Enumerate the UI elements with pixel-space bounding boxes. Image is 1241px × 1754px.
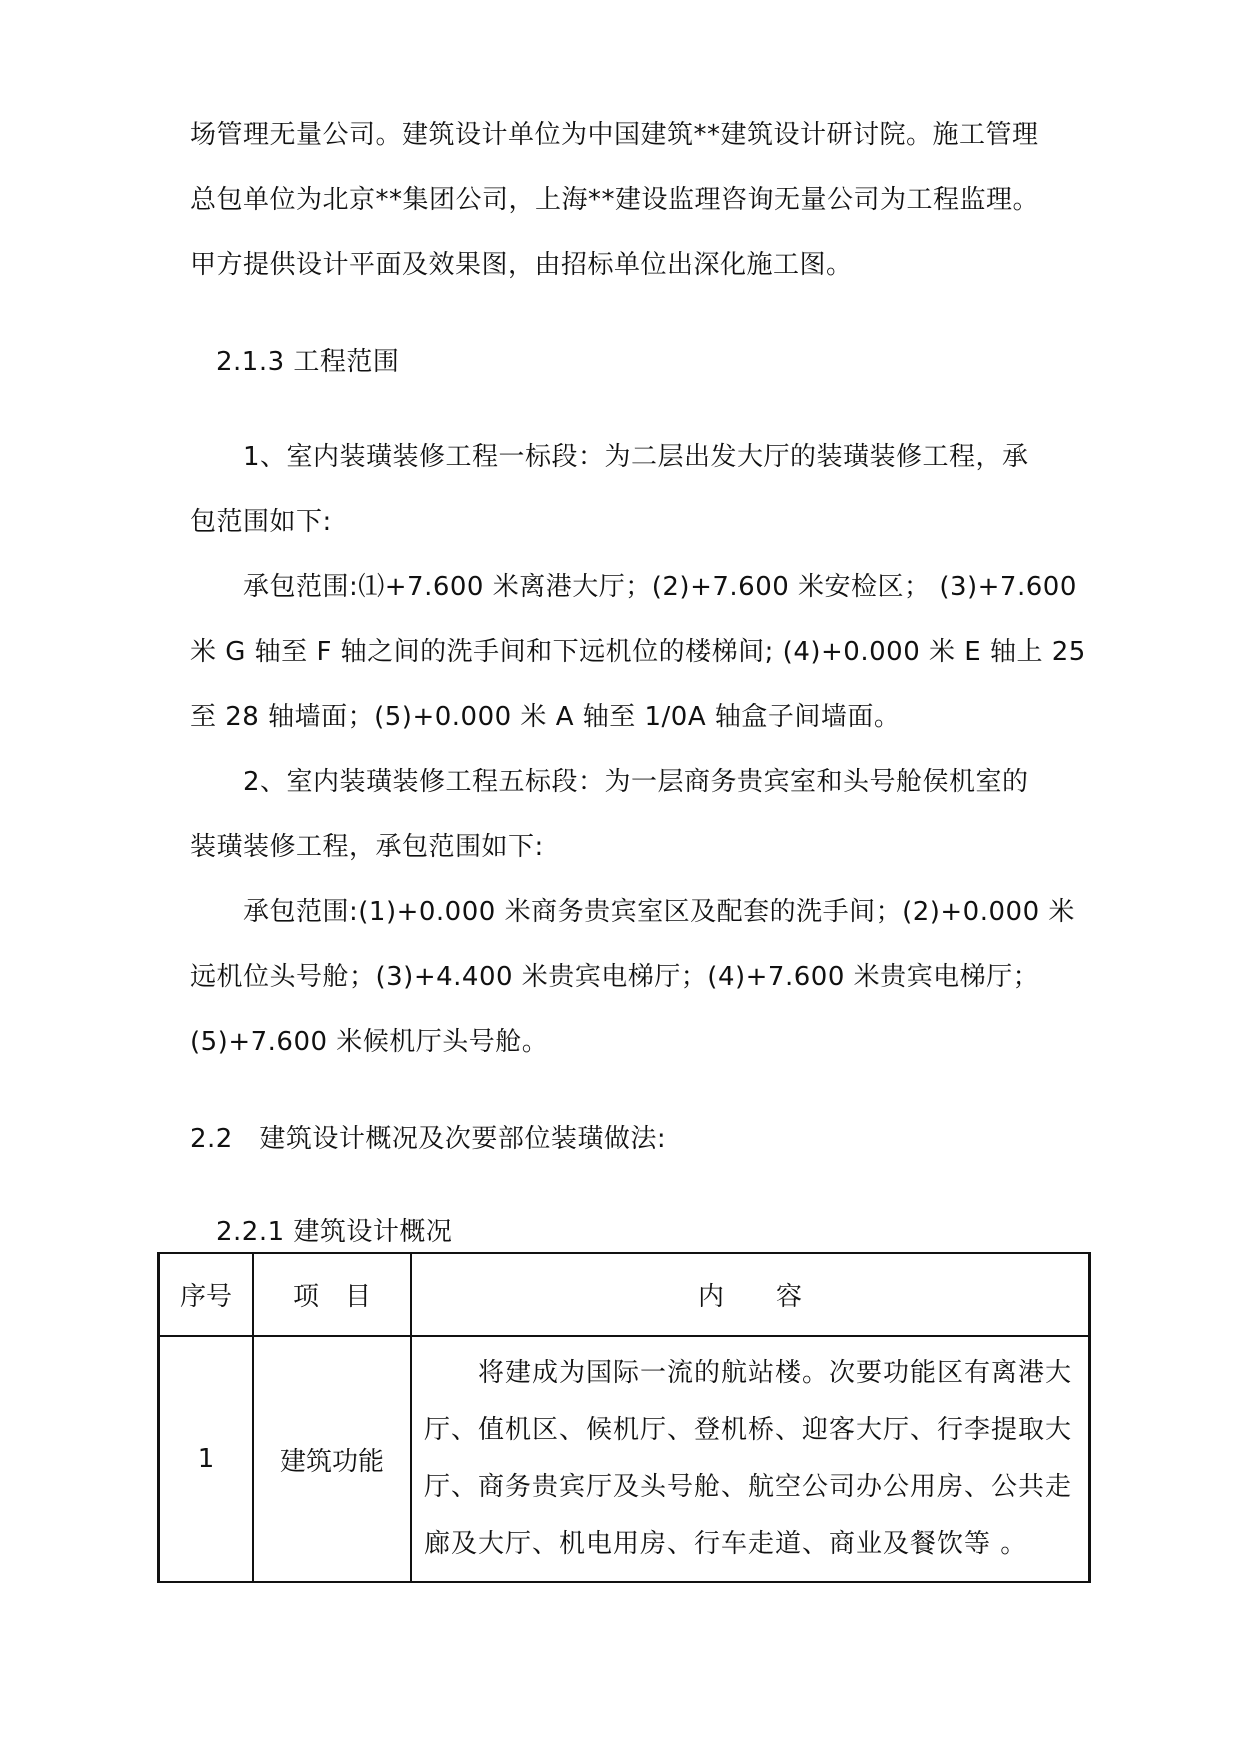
- scope-detail-1-line: 承包范围:⑴+7.600 米离港大厅；(2)+7.600 米安检区； (3)+7.600: [243, 572, 1077, 602]
- row-no: 1: [159, 1336, 254, 1582]
- body-text-line: 场管理无量公司。建筑设计单位为中国建筑**建筑设计研讨院。施工管理: [190, 120, 1039, 150]
- scope-item-2-line: 2、室内装璜装修工程五标段：为一层商务贵宾室和头号舱侯机室的: [243, 767, 1029, 797]
- building-design-overview-table: [157, 1252, 1091, 1583]
- header-content: 内 容: [411, 1253, 1090, 1336]
- table-row: [159, 1336, 1090, 1582]
- row-item: 建筑功能: [253, 1336, 411, 1582]
- table-header-row: [159, 1253, 1090, 1336]
- body-text-line: 总包单位为北京**集团公司，上海**建设监理咨询无量公司为工程监理。: [190, 185, 1040, 215]
- body-text-line: 甲方提供设计平面及效果图，由招标单位出深化施工图。: [190, 250, 853, 280]
- scope-item-1-line: 1、室内装璜装修工程一标段：为二层出发大厅的装璜装修工程，承: [243, 442, 1029, 472]
- header-item: 项 目: [253, 1253, 411, 1336]
- scope-detail-1-line: 米 G 轴至 F 轴之间的洗手间和下远机位的楼梯间; (4)+0.000 米 E 轴上 25: [190, 637, 1086, 667]
- row-content: 将建成为国际一流的航站楼。次要功能区有离港大厅、值机区、候机厅、登机桥、迎客大厅、行李提取大厅、商务贵宾厅及头号舱、航空公司办公用房、公共走廊及大厅、机电用房、行车走道、商业及餐饮等 。: [411, 1336, 1090, 1582]
- section-heading-2-2: 2.2 建筑设计概况及次要部位装璜做法:: [190, 1124, 667, 1154]
- section-heading-2-1-3: 2.1.3 工程范围: [216, 347, 400, 377]
- scope-detail-2-line: 承包范围:(1)+0.000 米商务贵宾室区及配套的洗手间；(2)+0.000 米: [243, 897, 1075, 927]
- section-heading-2-2-1: 2.2.1 建筑设计概况: [216, 1217, 453, 1247]
- scope-item-2-line: 装璜装修工程，承包范围如下:: [190, 832, 544, 862]
- scope-item-1-line: 包范围如下:: [190, 507, 332, 537]
- header-no: 序号: [159, 1253, 254, 1336]
- scope-detail-2-line: 远机位头号舱；(3)+4.400 米贵宾电梯厅；(4)+7.600 米贵宾电梯厅；: [190, 962, 1040, 992]
- scope-detail-2-line: (5)+7.600 米候机厅头号舱。: [190, 1027, 549, 1057]
- scope-detail-1-line: 至 28 轴墙面；(5)+0.000 米 A 轴至 1/0A 轴盒子间墙面。: [190, 702, 901, 732]
